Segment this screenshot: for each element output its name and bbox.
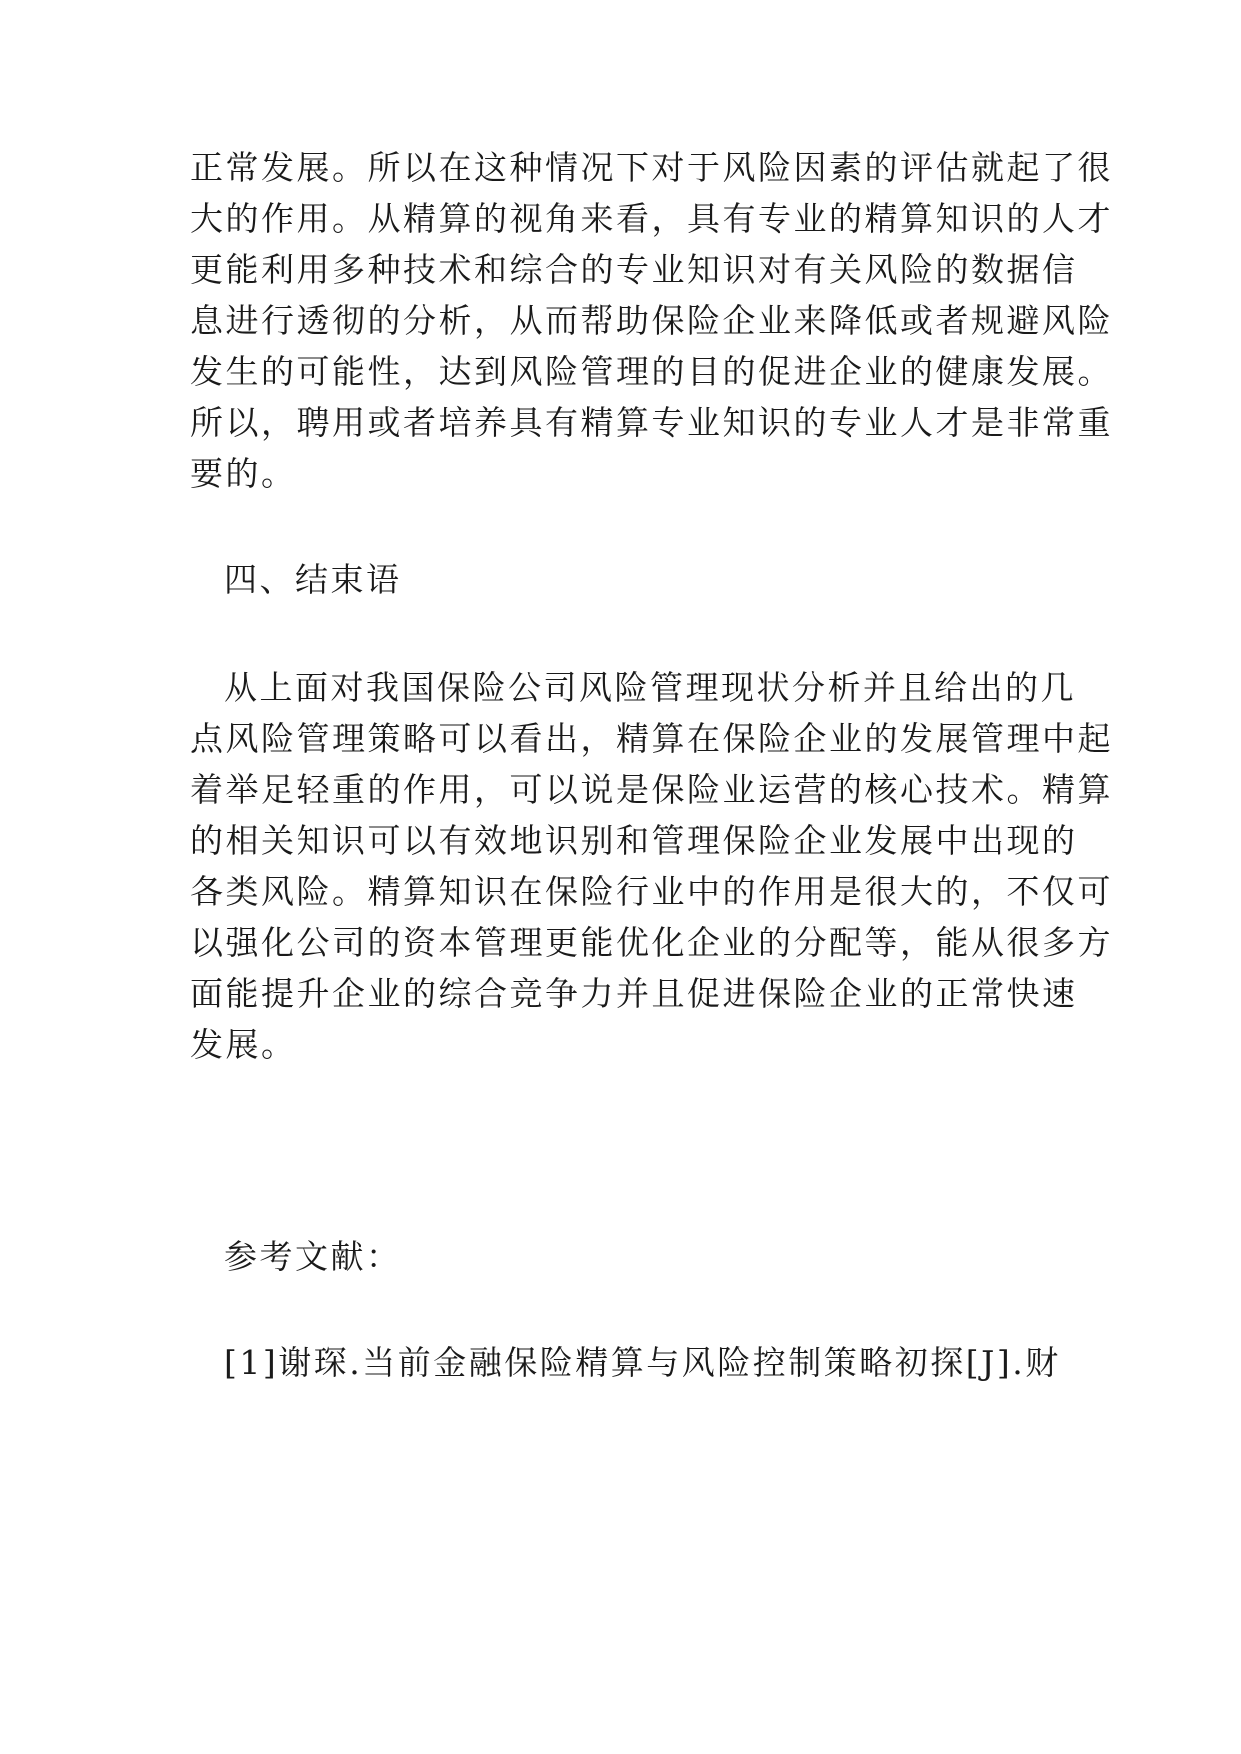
references-heading: 参考文献： <box>224 1237 402 1276</box>
paragraph-line: 更能利用多种技术和综合的专业知识对有关风险的数据信 <box>190 250 1078 289</box>
paragraph-line: 发生的可能性，达到风险管理的目的促进企业的健康发展。 <box>190 352 1113 391</box>
paragraph-line: 的相关知识可以有效地识别和管理保险企业发展中出现的 <box>190 821 1078 860</box>
paragraph-line: 发展。 <box>190 1025 297 1064</box>
paragraph-line: 各类风险。精算知识在保险行业中的作用是很大的，不仅可 <box>190 872 1113 911</box>
paragraph-line: 要的。 <box>190 454 297 493</box>
paragraph-line: 点风险管理策略可以看出，精算在保险企业的发展管理中起 <box>190 719 1113 758</box>
reference-item: [1]谢琛.当前金融保险精算与风险控制策略初探[J].财 <box>224 1343 1061 1382</box>
paragraph-line: 着举足轻重的作用，可以说是保险业运营的核心技术。精算 <box>190 770 1113 809</box>
paragraph-line: 面能提升企业的综合竞争力并且促进保险企业的正常快速 <box>190 974 1078 1013</box>
paragraph-line: 正常发展。所以在这种情况下对于风险因素的评估就起了很 <box>190 148 1113 187</box>
paragraph-line: 所以，聘用或者培养具有精算专业知识的专业人才是非常重 <box>190 403 1113 442</box>
paragraph-line: 大的作用。从精算的视角来看，具有专业的精算知识的人才 <box>190 199 1113 238</box>
paragraph-line: 以强化公司的资本管理更能优化企业的分配等，能从很多方 <box>190 923 1113 962</box>
paragraph-line: 息进行透彻的分析，从而帮助保险企业来降低或者规避风险 <box>190 301 1113 340</box>
section-heading: 四、结束语 <box>224 560 402 599</box>
paragraph-line: 从上面对我国保险公司风险管理现状分析并且给出的几 <box>224 668 1076 707</box>
